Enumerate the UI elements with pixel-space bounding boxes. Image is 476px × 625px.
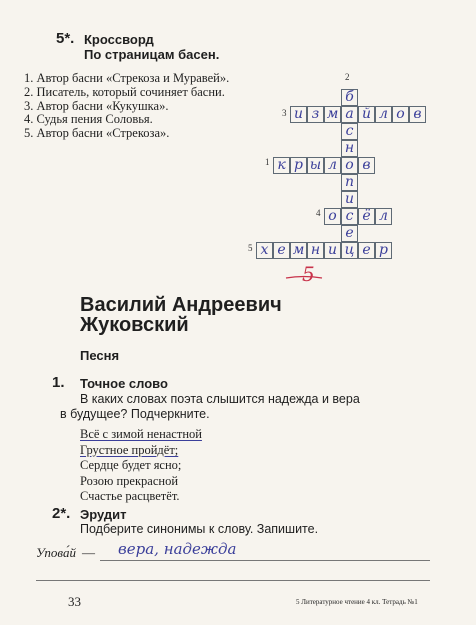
crossword-cell-down-2-3[interactable]: с [341,123,358,140]
footer-info: 5 Литературное чтение 4 кл. Тетрадь №1 [296,598,418,606]
crossword-cell-down-2-8[interactable]: с [341,208,358,225]
clue-number-3: 3 [282,108,287,118]
crossword-cell-across-1-6[interactable]: в [358,157,375,174]
crossword-cell-across-4-3[interactable]: ё [358,208,375,225]
crossword-cell-down-2-7[interactable]: и [341,191,358,208]
crossword-cell-down-2-10[interactable]: ц [341,242,358,259]
poem-line-5: Счастье расцветёт. [80,489,180,503]
crossword-cell-across-1-2[interactable]: р [290,157,307,174]
synonym-word: Упова́й [36,545,76,560]
crossword [0,0,476,290]
grade-mark: 5 [302,262,315,286]
crossword-cell-across-4-1[interactable]: о [324,208,341,225]
poem-line-2: Грустное пройдёт; [80,442,179,457]
task5-title: Кроссворд [84,32,154,47]
task5-number: 5*. [56,30,75,47]
poem-line-4: Розою прекрасной [80,473,179,488]
clue-number-4: 4 [316,208,321,218]
task1-number: 1. [52,374,65,391]
answer-line-2 [36,580,430,581]
clue-number-1: 1 [265,157,270,167]
crossword-cell-across-3-8[interactable]: в [409,106,426,123]
question-3: 3. Автор басни «Кукушка». [24,98,169,113]
crossword-cell-across-3-6[interactable]: л [375,106,392,123]
author-first-name: Василий Андреевич [80,294,282,316]
question-5: 5. Автор басни «Стрекоза». [24,126,170,141]
crossword-cell-across-5-1[interactable]: х [256,242,273,259]
crossword-cell-down-2-5[interactable]: о [341,157,358,174]
clue-number-2: 2 [345,72,350,82]
crossword-cell-across-3-7[interactable]: о [392,106,409,123]
crossword-cell-across-5-5[interactable]: и [324,242,341,259]
question-4: 4. Судья пения Соловья. [24,112,153,127]
task5-subtitle: По страницам басен. [84,47,220,62]
crossword-cell-across-3-5[interactable]: й [358,106,375,123]
crossword-cell-across-3-2[interactable]: з [307,106,324,123]
grade-underline [284,275,324,281]
task1-text-line1: В каких словах поэта слышится надежда и вера [80,392,360,406]
synonym-dash: — [82,545,95,560]
crossword-cell-across-5-8[interactable]: р [375,242,392,259]
crossword-cell-across-5-4[interactable]: н [307,242,324,259]
task2-text: Подберите синонимы к слову. Запишите. [80,522,319,536]
page-number: 33 [68,594,81,609]
crossword-cell-across-5-7[interactable]: е [358,242,375,259]
task1-text-line2: в будущее? Подчеркните. [60,407,210,421]
poem-line-1: Всё с зимой ненастной [80,427,202,441]
question-1: 1. Автор басни «Стрекоза и Муравей». [24,71,230,85]
crossword-cell-across-5-2[interactable]: е [273,242,290,259]
crossword-cell-across-5-3[interactable]: м [290,242,307,259]
crossword-cell-across-1-1[interactable]: к [273,157,290,174]
work-title: Песня [80,348,120,363]
crossword-cell-across-3-3[interactable]: м [324,106,341,123]
task1-title: Точное слово [80,376,168,391]
task2-title: Эрудит [80,507,127,522]
crossword-cell-across-1-3[interactable]: ы [307,157,324,174]
clue-number-5: 5 [248,243,253,253]
crossword-cell-across-1-4[interactable]: л [324,157,341,174]
author-last-name: Жуковский [80,314,189,336]
crossword-cell-across-4-4[interactable]: л [375,208,392,225]
question-2: 2. Писатель, который сочиняет басни. [24,84,225,99]
crossword-cell-down-2-2[interactable]: а [341,106,358,123]
poem-line-3: Сердце будет ясно; [80,458,182,472]
crossword-cell-across-3-1[interactable]: и [290,106,307,123]
poem [80,427,202,505]
crossword-cell-down-2-4[interactable]: н [341,140,358,157]
answer-line-1 [100,560,430,561]
crossword-cell-down-2-9[interactable]: е [341,225,358,242]
crossword-cell-down-2-6[interactable]: п [341,174,358,191]
synonym-answer[interactable]: вера, надежда [118,540,237,558]
task2-number: 2*. [52,505,71,522]
crossword-cell-down-2-1[interactable]: б [341,89,358,106]
